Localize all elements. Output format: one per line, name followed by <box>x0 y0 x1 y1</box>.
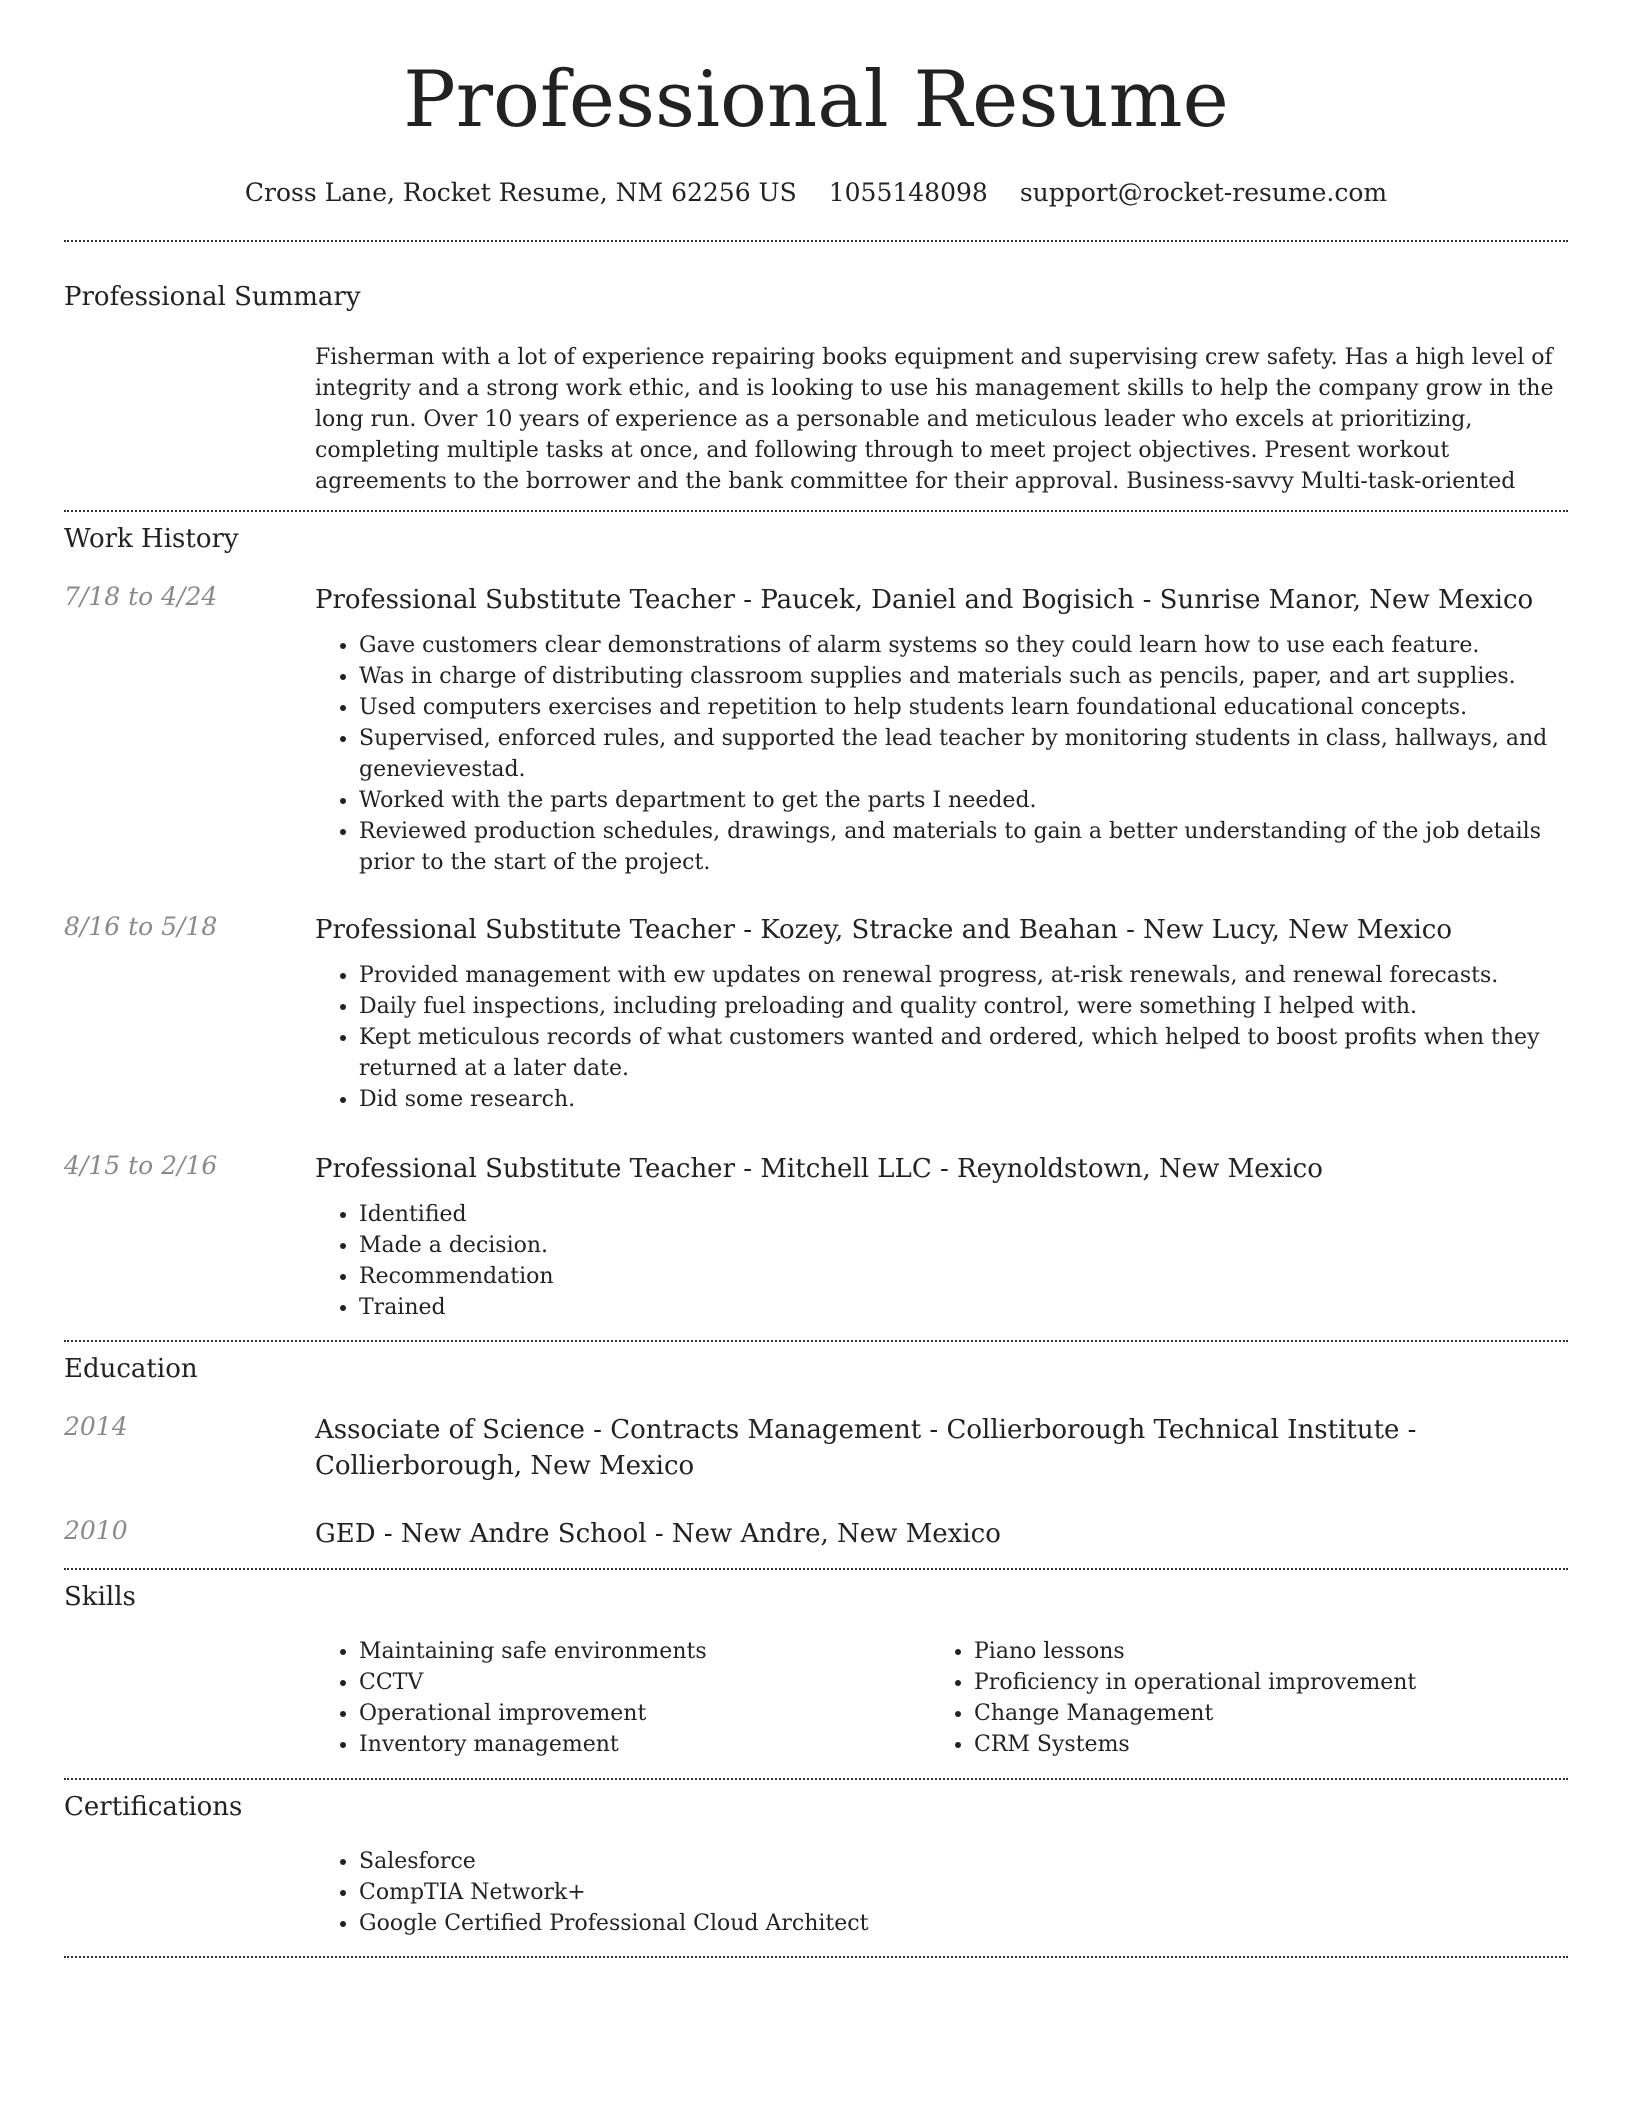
list-item: • Daily fuel inspections, including preloading and quality control, were something I helped with. <box>359 991 1568 1022</box>
divider <box>64 1956 1568 1958</box>
divider <box>64 1568 1568 1570</box>
list-item: • CRM Systems <box>974 1729 1545 1760</box>
job-title: Professional Substitute Teacher - Paucek, Daniel and Bogisich - Sunrise Manor, New Mexico <box>315 585 1534 615</box>
list-item: • Identified <box>359 1199 1568 1230</box>
email: support@rocket-resume.com <box>1019 178 1388 207</box>
list-item: • Made a decision. <box>359 1230 1568 1261</box>
summary-text: Fisherman with a lot of experience repairing books equipment and supervising crew safety. Has a high level of integrity and a strong work ethic, and is looking to use his management skills to help the company grow in the long run. Over 10 years of experience as a personable and meticulous leader who excels at prioritizing, completing multiple tasks at once, and following through to meet project objectives. Present workout agreements to the borrower and the bank committee for their approval. Business-savvy Multi-task-oriented <box>315 345 1554 494</box>
list-item: • CCTV <box>359 1667 930 1698</box>
job-dates: 8/16 to 5/18 <box>64 912 218 941</box>
list-item: • Maintaining safe environments <box>359 1636 930 1667</box>
address: Cross Lane, Rocket Resume, NM 62256 US <box>244 178 797 207</box>
list-item: • Salesforce <box>359 1846 1568 1877</box>
section-title-work: Work History <box>64 524 239 554</box>
education-year: 2010 <box>64 1516 128 1545</box>
job-bullets <box>315 960 1568 1115</box>
section-title-summary: Professional Summary <box>64 282 361 312</box>
list-item: • Recommendation <box>359 1261 1568 1292</box>
list-item: • Operational improvement <box>359 1698 930 1729</box>
job-bullets <box>315 1199 1568 1323</box>
list-item: • Trained <box>359 1292 1568 1323</box>
list-item: • Google Certified Professional Cloud Architect <box>359 1908 1568 1939</box>
job-dates: 7/18 to 4/24 <box>64 582 218 611</box>
contact-line <box>0 178 1632 207</box>
list-item: • Used computers exercises and repetition to help students learn foundational educational concepts. <box>359 692 1568 723</box>
divider <box>64 1340 1568 1342</box>
section-title-certifications: Certifications <box>64 1792 243 1822</box>
section-title-education: Education <box>64 1354 198 1384</box>
certifications-list <box>315 1846 1568 1939</box>
job-bullets <box>315 630 1568 878</box>
list-item: • Inventory management <box>359 1729 930 1760</box>
skills-list-right <box>930 1636 1545 1760</box>
list-item: • Was in charge of distributing classroom supplies and materials such as pencils, paper, and art supplies. <box>359 661 1568 692</box>
list-item: • Proficiency in operational improvement <box>974 1667 1545 1698</box>
education-year: 2014 <box>64 1412 128 1441</box>
list-item: • Worked with the parts department to get the parts I needed. <box>359 785 1568 816</box>
skills-list-left <box>315 1636 930 1760</box>
divider <box>64 510 1568 512</box>
list-item: • Change Management <box>974 1698 1545 1729</box>
divider <box>64 1778 1568 1780</box>
skills-columns <box>315 1636 1568 1760</box>
education-text: Associate of Science - Contracts Management - Collierborough Technical Institute - Collierborough, New Mexico <box>315 1415 1417 1481</box>
list-item: • Reviewed production schedules, drawings, and materials to gain a better understanding of the job details prior to the start of the project. <box>359 816 1568 878</box>
resume-header <box>0 0 1632 207</box>
list-item: • CompTIA Network+ <box>359 1877 1568 1908</box>
list-item: • Piano lessons <box>974 1636 1545 1667</box>
list-item: • Gave customers clear demonstrations of alarm systems so they could learn how to use each feature. <box>359 630 1568 661</box>
divider <box>64 240 1568 242</box>
page-title: Professional Resume <box>403 55 1229 145</box>
job-title: Professional Substitute Teacher - Kozey, Stracke and Beahan - New Lucy, New Mexico <box>315 915 1453 945</box>
section-title-skills: Skills <box>64 1582 136 1612</box>
education-text: GED - New Andre School - New Andre, New Mexico <box>315 1519 1001 1549</box>
job-title: Professional Substitute Teacher - Mitchell LLC - Reynoldstown, New Mexico <box>315 1154 1323 1184</box>
job-dates: 4/15 to 2/16 <box>64 1151 218 1180</box>
phone: 1055148098 <box>828 178 988 207</box>
list-item: • Did some research. <box>359 1084 1568 1115</box>
list-item: • Provided management with ew updates on renewal progress, at-risk renewals, and renewal forecasts. <box>359 960 1568 991</box>
list-item: • Supervised, enforced rules, and supported the lead teacher by monitoring students in class, hallways, and genevievestad. <box>359 723 1568 785</box>
list-item: • Kept meticulous records of what customers wanted and ordered, which helped to boost profits when they returned at a later date. <box>359 1022 1568 1084</box>
